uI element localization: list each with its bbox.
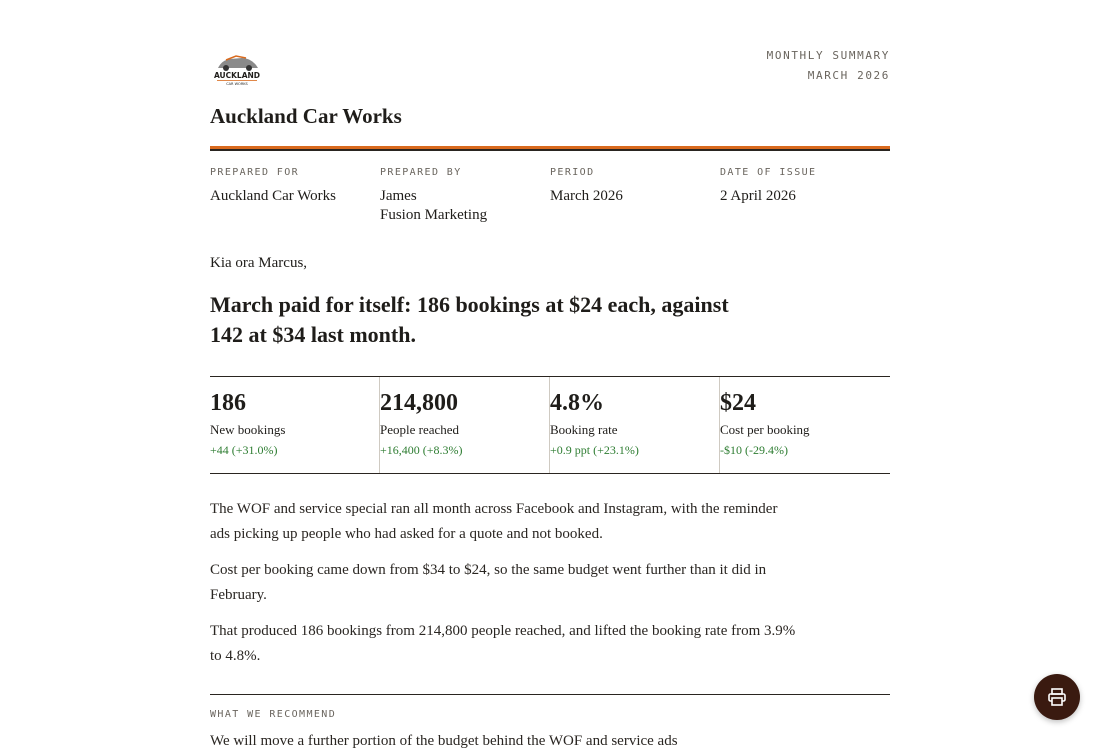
stat-cost-per-booking [720, 377, 890, 473]
meta-value-line: James [380, 188, 417, 204]
stat-delta: +16,400 (+8.3%) [380, 443, 463, 457]
meta-date-of-issue [720, 166, 890, 225]
print-button[interactable] [1034, 674, 1080, 720]
meta-label: DATE OF ISSUE [720, 167, 817, 178]
meta-value-line: Fusion Marketing [380, 207, 488, 223]
body-paragraph: The WOF and service special ran all month across Facebook and Instagram, with the reminder ads picking up people who had asked for a quote and not booked. [210, 501, 778, 542]
meta-value [720, 187, 890, 206]
stat-value: 4.8% [550, 390, 604, 416]
stat-delta: +44 (+31.0%) [210, 443, 278, 457]
stat-value: $24 [720, 390, 756, 416]
meta-value-line: 2 April 2026 [720, 188, 796, 204]
header-rule [210, 149, 890, 151]
summary-type: MONTHLY SUMMARY [766, 49, 890, 62]
monthly-summary-document [210, 0, 890, 749]
meta-label: PREPARED BY [380, 167, 462, 178]
recommend-text: We will move a further portion of the budget behind the WOF and service ads [210, 733, 678, 749]
printer-icon [1047, 687, 1067, 707]
meta-value [210, 187, 380, 206]
stat-delta: +0.9 ppt (+23.1%) [550, 443, 639, 457]
stat-label: Booking rate [550, 422, 618, 437]
stat-label: New bookings [210, 422, 286, 437]
document-header [210, 0, 890, 100]
meta-value [380, 187, 550, 225]
body-paragraph: That produced 186 bookings from 214,800 people reached, and lifted the booking rate from 3.9% to 4.8%. [210, 623, 796, 664]
stat-label: Cost per booking [720, 422, 810, 437]
car-logo-icon [212, 52, 262, 86]
summary-label [767, 46, 890, 86]
greeting: Kia ora Marcus, [210, 255, 308, 271]
stat-value: 214,800 [380, 390, 458, 416]
body-paragraph: Cost per booking came down from $34 to $24, so the same budget went further than it did in February. [210, 562, 767, 603]
stat-value: 186 [210, 390, 246, 416]
stat-new-bookings [210, 377, 380, 473]
stat-people-reached [380, 377, 550, 473]
meta-value-line: March 2026 [550, 188, 623, 204]
meta-label: PREPARED FOR [210, 167, 300, 178]
meta-value [550, 187, 720, 206]
logo-subtext: CAR WORKS [226, 82, 248, 86]
summary-month: MARCH 2026 [807, 69, 890, 82]
document-meta [210, 166, 890, 225]
logo-text: AUCKLAND [213, 71, 261, 80]
meta-prepared-by [380, 166, 550, 225]
company-title: Auckland Car Works [210, 104, 402, 128]
section-rule [210, 694, 890, 695]
stat-label: People reached [380, 422, 460, 437]
headline: March paid for itself: 186 bookings at $24 each, against 142 at $34 last month. [210, 292, 729, 347]
meta-period [550, 166, 720, 225]
stat-delta: -$10 (-29.4%) [720, 443, 788, 457]
recommend-label: WHAT WE RECOMMEND [210, 709, 337, 720]
stats-row [210, 376, 890, 474]
meta-label: PERIOD [550, 167, 595, 178]
meta-value-line: Auckland Car Works [210, 188, 336, 204]
meta-prepared-for [210, 166, 380, 225]
stat-booking-rate [550, 377, 720, 473]
summary-body [210, 497, 800, 680]
